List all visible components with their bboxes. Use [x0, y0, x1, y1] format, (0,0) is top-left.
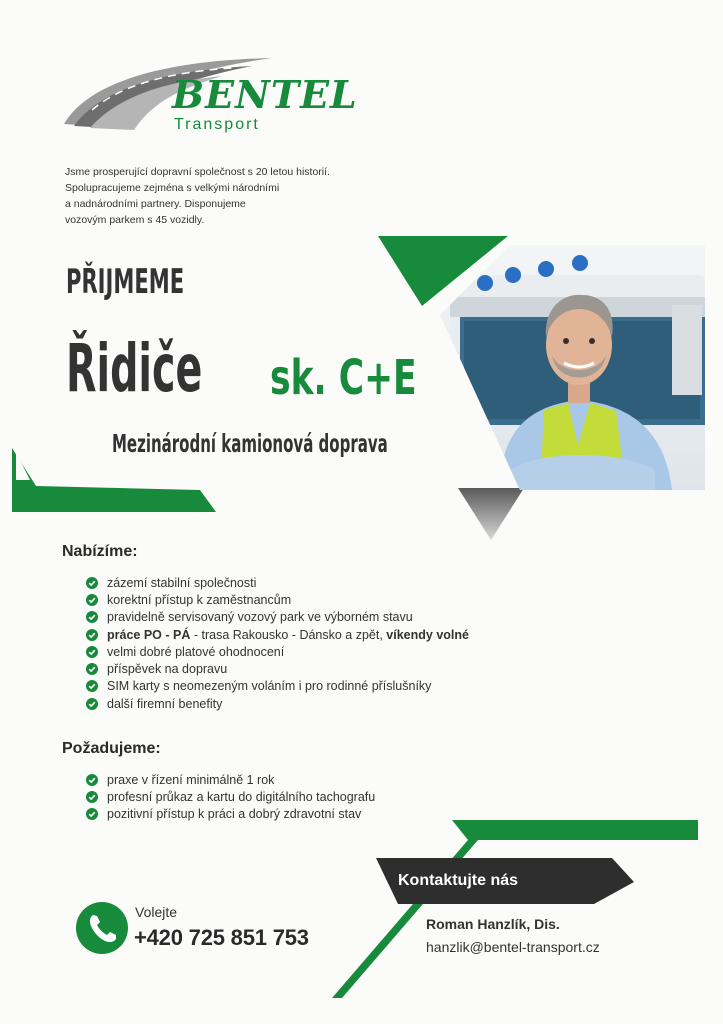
offer-heading: Nabízíme: — [62, 543, 138, 560]
list-item — [86, 788, 375, 805]
job-title: Řidiče — [66, 330, 203, 407]
list-item — [86, 643, 469, 660]
list-item — [86, 574, 469, 591]
work-days: práce PO - PÁ — [107, 627, 191, 642]
list-item — [86, 660, 469, 677]
check-icon — [86, 577, 98, 589]
intro-line: Spolupracujeme zejména s velkými národními — [65, 182, 280, 194]
offer-text: pravidelně servisovaný vozový park ve výborném stavu — [107, 610, 413, 625]
list-item — [86, 609, 469, 626]
requirement-text: profesní průkaz a kartu do digitálního tachografu — [107, 789, 376, 804]
check-icon — [86, 791, 98, 803]
requirements-list — [86, 771, 375, 823]
intro-line: vozovým parkem s 45 vozidly. — [65, 214, 205, 226]
offer-text-schedule — [107, 628, 469, 642]
check-icon — [86, 611, 98, 623]
requirements-heading: Požadujeme: — [62, 740, 161, 757]
phone-number-link[interactable]: +420 725 851 753 — [134, 925, 309, 950]
offer-text: další firemní benefity — [107, 696, 223, 711]
offer-text: SIM karty s neomezeným voláním i pro rodinné příslušníky — [107, 679, 432, 694]
license-category: sk. C+E — [270, 350, 417, 406]
check-icon — [86, 698, 98, 710]
check-icon — [86, 594, 98, 606]
route-text: - trasa Rakousko - Dánsko a zpět, — [190, 627, 387, 642]
list-item — [86, 626, 469, 643]
check-icon — [86, 629, 98, 641]
contact-name: Roman Hanzlík, Dis. — [426, 916, 560, 932]
job-subtitle: Mezinárodní kamionová doprava — [112, 429, 388, 458]
offer-list — [86, 574, 469, 712]
grey-triangle — [458, 488, 524, 540]
intro-line: Jsme prosperující dopravní společnost s 20 letou historií. — [65, 166, 330, 178]
offer-text: zázemí stabilní společnosti — [107, 575, 257, 590]
call-label: Volejte — [135, 904, 178, 920]
phone-icon — [76, 902, 128, 954]
requirement-text: praxe v řízení minimálně 1 rok — [107, 772, 275, 787]
contact-heading: Kontaktujte nás — [398, 872, 519, 889]
list-item — [86, 678, 469, 695]
logo-subtitle: Transport — [174, 116, 260, 133]
contact-banner — [332, 820, 698, 998]
list-item — [86, 591, 469, 608]
offer-text: velmi dobré platové ohodnocení — [107, 644, 285, 659]
contact-email-link[interactable]: hanzlik@bentel-transport.cz — [426, 939, 600, 955]
list-item — [86, 695, 469, 712]
check-icon — [86, 646, 98, 658]
logo-brand: BENTEL — [172, 72, 358, 117]
hire-heading: PŘIJMEME — [66, 262, 185, 302]
weekends-free: víkendy volné — [386, 627, 469, 642]
check-icon — [86, 663, 98, 675]
offer-text: příspěvek na dopravu — [107, 662, 228, 677]
driver-photo — [440, 245, 705, 490]
offer-text: korektní přístup k zaměstnancům — [107, 592, 292, 607]
list-item — [86, 771, 375, 788]
check-icon — [86, 774, 98, 786]
intro-line: a nadnárodními partnery. Disponujeme — [65, 198, 246, 210]
requirement-text: pozitivní přístup k práci a dobrý zdravotní stav — [107, 807, 362, 822]
check-icon — [86, 680, 98, 692]
check-icon — [86, 808, 98, 820]
